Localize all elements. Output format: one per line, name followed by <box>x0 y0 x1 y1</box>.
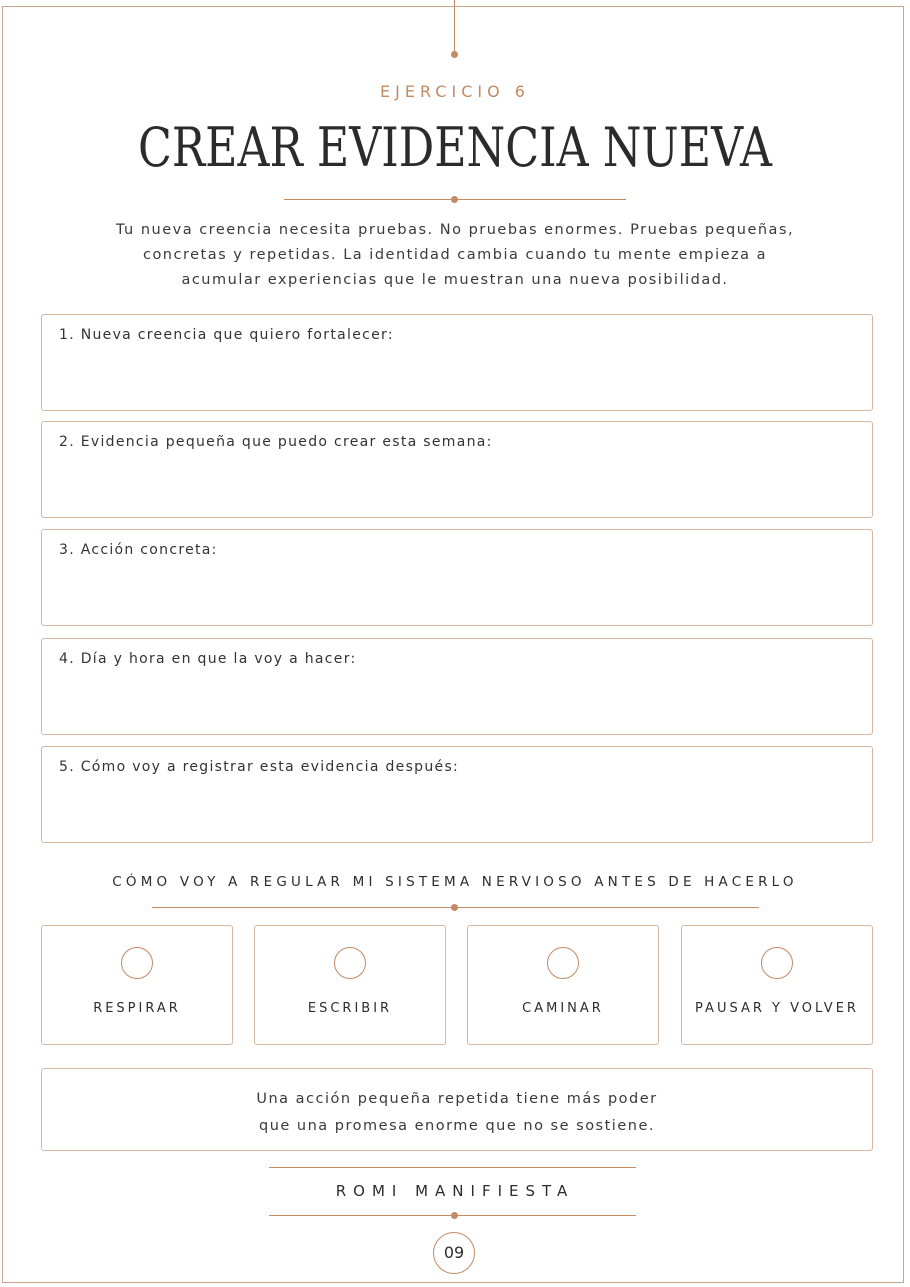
question-label: 4. Día y hora en que la voy a hacer: <box>59 651 357 667</box>
top-ornament-line <box>454 0 455 54</box>
quote-line: Una acción pequeña repetida tiene más poder <box>256 1091 658 1107</box>
option-card-respirar[interactable] <box>41 925 233 1045</box>
title-divider-dot <box>451 196 458 203</box>
option-label: ESCRIBIR <box>307 1001 393 1016</box>
quote-box <box>41 1068 873 1151</box>
option-card-escribir[interactable] <box>254 925 446 1045</box>
question-label: 3. Acción concreta: <box>59 542 218 558</box>
question-label: 2. Evidencia pequeña que puedo crear esta semana: <box>59 434 493 450</box>
question-box-3[interactable] <box>41 529 873 626</box>
page-title: CREAR EVIDENCIA NUEVA <box>137 116 773 179</box>
page-number: 09 <box>433 1232 475 1274</box>
option-label: RESPIRAR <box>93 1001 181 1016</box>
question-box-2[interactable] <box>41 421 873 518</box>
question-box-1[interactable] <box>41 314 873 411</box>
question-box-5[interactable] <box>41 746 873 843</box>
intro-line: concretas y repetidas. La identidad cambia cuando tu mente empieza a <box>142 247 768 263</box>
circle-icon[interactable] <box>334 947 366 979</box>
option-card-pausar-y-volver[interactable] <box>681 925 873 1045</box>
top-ornament-dot <box>451 51 458 58</box>
question-box-4[interactable] <box>41 638 873 735</box>
question-label: 1. Nueva creencia que quiero fortalecer: <box>59 327 394 343</box>
circle-icon[interactable] <box>761 947 793 979</box>
brand-name: ROMI MANIFIESTA <box>335 1182 575 1200</box>
brand-divider-dot <box>451 1212 458 1219</box>
intro-line: acumular experiencias que le muestran una nueva posibilidad. <box>181 272 729 288</box>
circle-icon[interactable] <box>121 947 153 979</box>
option-label: PAUSAR Y VOLVER <box>695 1001 859 1016</box>
regulation-heading: CÓMO VOY A REGULAR MI SISTEMA NERVIOSO ANTES DE HACERLO <box>112 874 798 890</box>
option-label: CAMINAR <box>522 1001 604 1016</box>
intro-line: Tu nueva creencia necesita pruebas. No pruebas enormes. Pruebas pequeñas, <box>115 222 795 238</box>
circle-icon[interactable] <box>547 947 579 979</box>
quote-line: que una promesa enorme que no se sostiene. <box>259 1118 655 1134</box>
intro-text <box>80 218 830 293</box>
option-card-caminar[interactable] <box>467 925 659 1045</box>
regulation-divider-dot <box>451 904 458 911</box>
question-label: 5. Cómo voy a registrar esta evidencia después: <box>59 759 460 775</box>
brand-top-rule <box>269 1167 636 1168</box>
exercise-label: EJERCICIO 6 <box>380 82 530 101</box>
